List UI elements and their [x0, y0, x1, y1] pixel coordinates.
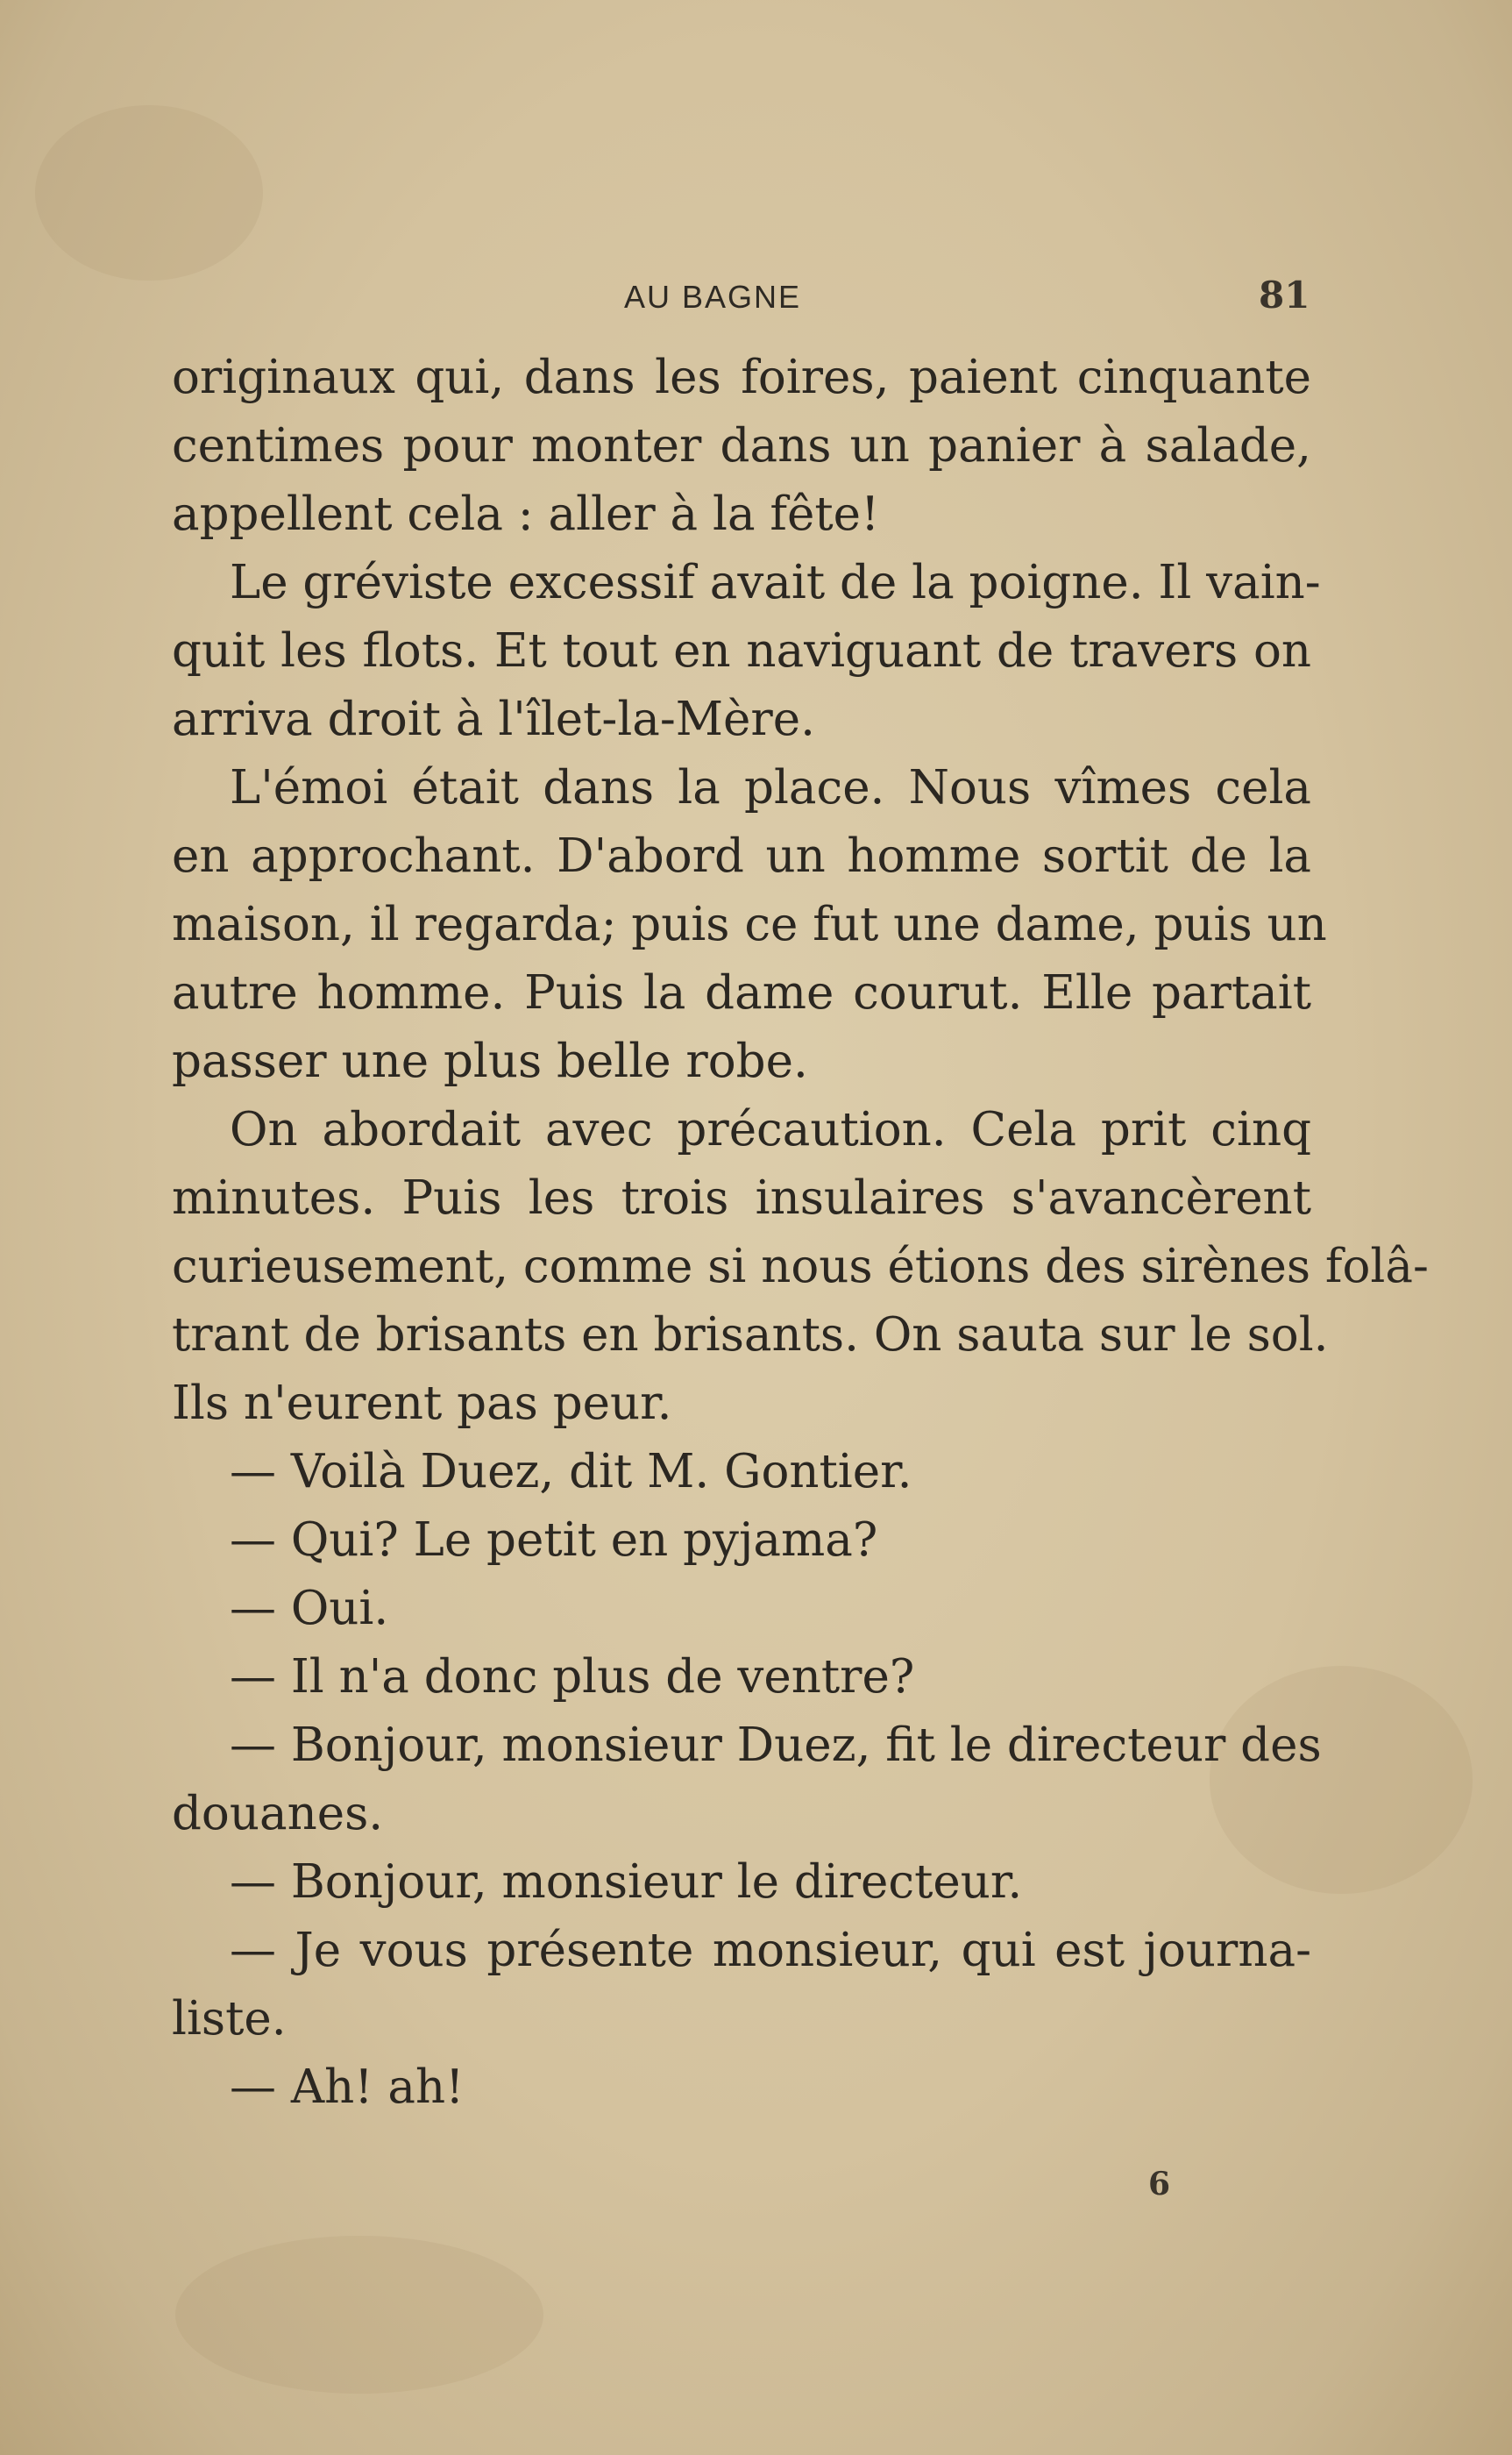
text-line: centimes pour monter dans un panier à salade, — [172, 419, 1311, 473]
text-line: — Il n'a donc plus de ventre? — [230, 1650, 915, 1704]
text-line: — Voilà Duez, dit M. Gontier. — [230, 1445, 912, 1498]
paper-stain — [175, 2236, 543, 2394]
text-line: passer une plus belle robe. — [172, 1035, 808, 1088]
text-line: douanes. — [172, 1787, 384, 1840]
text-line: — Oui. — [230, 1582, 389, 1635]
text-line: Le gréviste excessif avait de la poigne. Il vain- — [230, 556, 1321, 609]
text-line: — Je vous présente monsieur, qui est journa- — [230, 1924, 1311, 1977]
page-number: 81 — [1259, 274, 1310, 317]
text-line: arriva droit à l'îlet-la-Mère. — [172, 693, 815, 746]
text-line: en approchant. D'abord un homme sortit de la — [172, 829, 1311, 883]
text-line: appellent cela : aller à la fête! — [172, 487, 880, 541]
text-line: originaux qui, dans les foires, paient cinquante — [172, 351, 1311, 404]
text-line: — Ah! ah! — [230, 2060, 465, 2114]
body-text — [172, 344, 1429, 2122]
text-line: — Qui? Le petit en pyjama? — [230, 1513, 878, 1567]
paper-stain — [35, 105, 263, 281]
text-line: liste. — [172, 1992, 287, 2046]
text-line: — Bonjour, monsieur Duez, fit le directeur des — [230, 1718, 1322, 1772]
text-line: L'émoi était dans la place. Nous vîmes cela — [230, 761, 1311, 815]
text-line: curieusement, comme si nous étions des sirènes folâ- — [172, 1240, 1429, 1293]
text-line: autre homme. Puis la dame courut. Elle partait — [172, 966, 1311, 1020]
text-line: maison, il regarda; puis ce fut une dame, puis un — [172, 898, 1327, 951]
running-title: AU BAGNE — [624, 279, 802, 315]
text-line: quit les flots. Et tout en naviguant de travers on — [172, 624, 1311, 678]
signature-mark: 6 — [1148, 2166, 1171, 2202]
text-line: minutes. Puis les trois insulaires s'avancèrent — [172, 1171, 1311, 1225]
text-line: trant de brisants en brisants. On sauta sur le sol. — [172, 1308, 1329, 1362]
text-line: On abordait avec précaution. Cela prit cinq — [230, 1103, 1311, 1156]
page-header — [0, 274, 1512, 331]
text-line: — Bonjour, monsieur le directeur. — [230, 1855, 1023, 1909]
text-line: Ils n'eurent pas peur. — [172, 1377, 672, 1430]
